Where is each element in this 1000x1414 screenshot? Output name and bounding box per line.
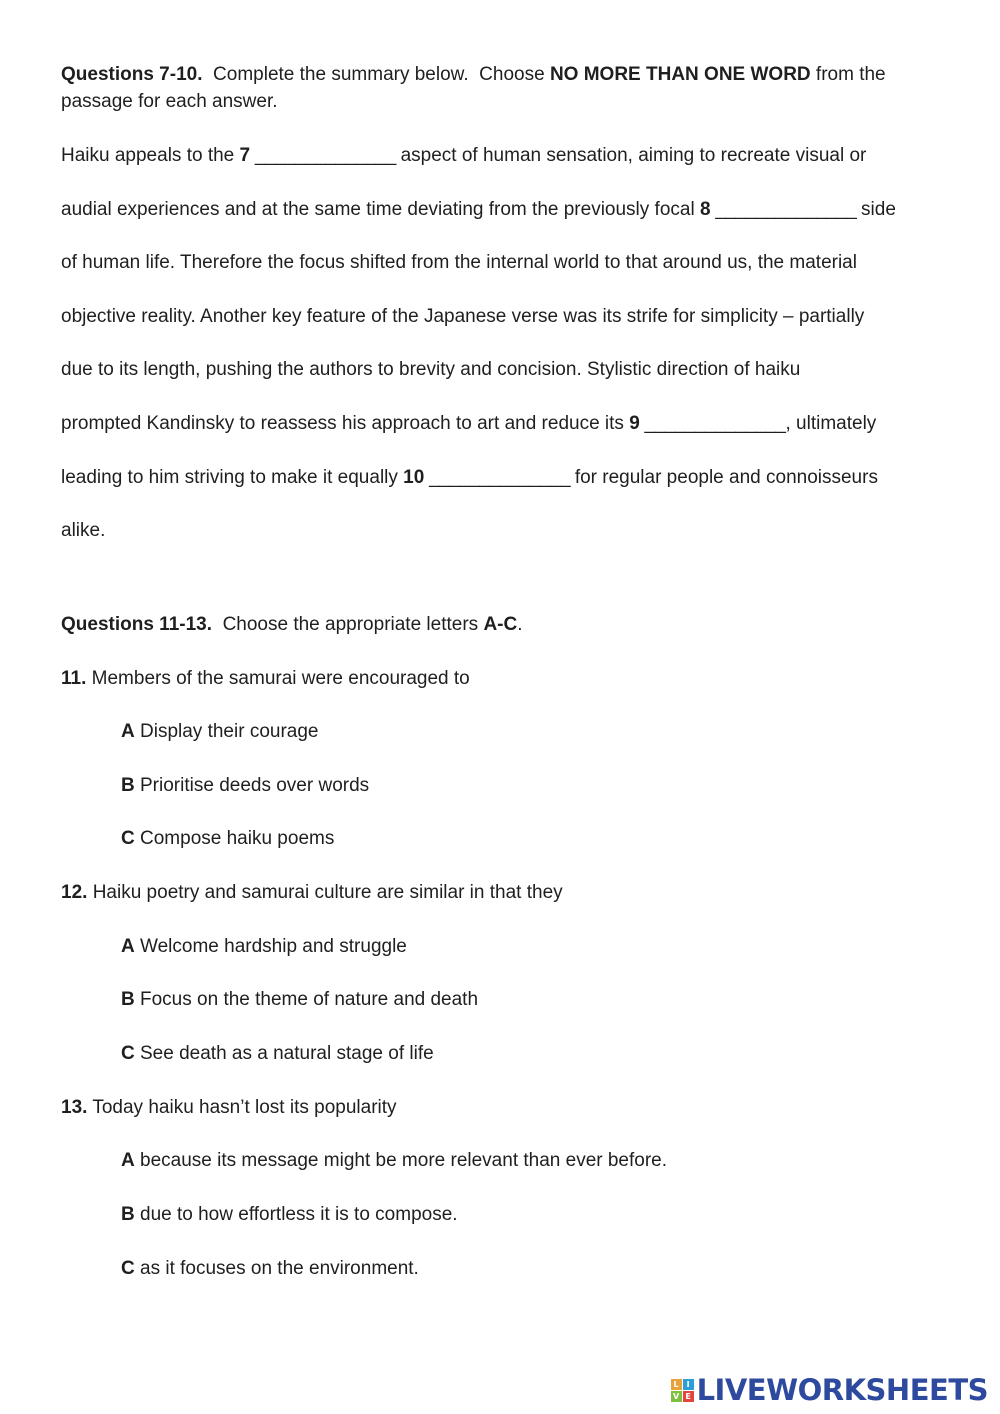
question-11-option-b[interactable] <box>121 773 369 799</box>
summary-line-3: of human life. Therefore the focus shifted from the internal world to that around us, the material <box>61 252 857 273</box>
question-13 <box>61 1095 397 1121</box>
gap-number-8: 8 <box>699 199 711 220</box>
option-text: due to how effortless it is to compose. <box>134 1204 458 1225</box>
question-12-option-b[interactable] <box>121 987 478 1013</box>
question-number: 12. <box>61 882 88 903</box>
option-text: as it focuses on the environment. <box>134 1258 419 1279</box>
option-letter: C <box>121 828 135 849</box>
logo-icon-square-e: E <box>683 1391 694 1402</box>
summary-line-8: alike. <box>61 520 106 541</box>
option-letter: B <box>121 775 135 796</box>
option-text: See death as a natural stage of life <box>134 1043 434 1064</box>
question-stem: Haiku poetry and samurai culture are similar in that they <box>87 882 563 903</box>
question-12-option-c[interactable] <box>121 1041 434 1067</box>
gap-number-7: 7 <box>239 145 251 166</box>
option-letter: A <box>121 1150 135 1171</box>
option-text: Prioritise deeds over words <box>134 775 370 796</box>
gap-10-blank[interactable]: ______________ <box>424 467 575 488</box>
option-letter: B <box>121 989 135 1010</box>
question-13-option-c[interactable] <box>121 1256 419 1282</box>
summary-line-7: leading to him striving to make it equally 10 ______________ for regular people and connoisseurs <box>61 467 878 488</box>
instructions-11-13: Questions 11-13. Choose the appropriate letters A-C. <box>61 614 523 635</box>
question-11-option-c[interactable] <box>121 826 334 852</box>
gap-7-blank[interactable]: ______________ <box>250 145 401 166</box>
option-letter: C <box>121 1258 135 1279</box>
question-13-option-a[interactable] <box>121 1148 667 1174</box>
option-letter: B <box>121 1204 135 1225</box>
option-text: Focus on the theme of nature and death <box>134 989 479 1010</box>
question-stem: Today haiku hasn’t lost its popularity <box>87 1097 397 1118</box>
summary-line-5: due to its length, pushing the authors to brevity and concision. Stylistic direction of haiku <box>61 359 801 380</box>
question-number: 11. <box>61 668 87 689</box>
section-heading-11-13: Questions 11-13. <box>61 614 213 635</box>
summary-line-2: audial experiences and at the same time deviating from the previously focal 8 ______________ side <box>61 199 896 220</box>
letters-range: A-C <box>483 614 518 635</box>
logo-icon-square-l: L <box>671 1379 682 1390</box>
instructions-7-10-cont: passage for each answer. <box>61 91 278 112</box>
summary-line-4: objective reality. Another key feature of the Japanese verse was its strife for simplicity – partially <box>61 306 865 327</box>
option-text: Compose haiku poems <box>134 828 335 849</box>
option-text: Display their courage <box>134 721 319 742</box>
gap-8-blank[interactable]: ______________ <box>710 199 862 220</box>
question-13-option-b[interactable] <box>121 1202 458 1228</box>
gap-number-10: 10 <box>403 467 425 488</box>
question-11-option-a[interactable] <box>121 719 319 745</box>
summary-line-1: Haiku appeals to the 7 ______________ aspect of human sensation, aiming to recreate visual or <box>61 145 867 166</box>
summary-line-6: prompted Kandinsky to reassess his approach to art and reduce its 9 ______________, ultimately <box>61 413 877 434</box>
question-11 <box>61 666 470 692</box>
logo-icon-square-i: I <box>683 1379 694 1390</box>
logo-text: LIVEWORKSHEETS <box>696 1373 988 1407</box>
question-number: 13. <box>61 1097 88 1118</box>
option-letter: C <box>121 1043 135 1064</box>
question-stem: Members of the samurai were encouraged to <box>86 668 470 689</box>
option-letter: A <box>121 936 135 957</box>
instruction-emphasis: NO MORE THAN ONE WORD <box>549 64 811 85</box>
question-12 <box>61 880 563 906</box>
question-12-option-a[interactable] <box>121 934 407 960</box>
liveworksheets-logo-icon <box>671 1379 694 1402</box>
option-text: because its message might be more relevant than ever before. <box>134 1150 668 1171</box>
gap-9-blank[interactable]: ______________ <box>639 413 786 434</box>
liveworksheets-logo <box>671 1372 988 1408</box>
option-text: Welcome hardship and struggle <box>134 936 407 957</box>
logo-icon-square-v: V <box>671 1391 682 1402</box>
section-heading-7-10: Questions 7-10. <box>61 64 203 85</box>
instructions-7-10: Questions 7-10. Complete the summary below. Choose NO MORE THAN ONE WORD from the <box>61 64 886 85</box>
gap-number-9: 9 <box>629 413 640 434</box>
option-letter: A <box>121 721 135 742</box>
